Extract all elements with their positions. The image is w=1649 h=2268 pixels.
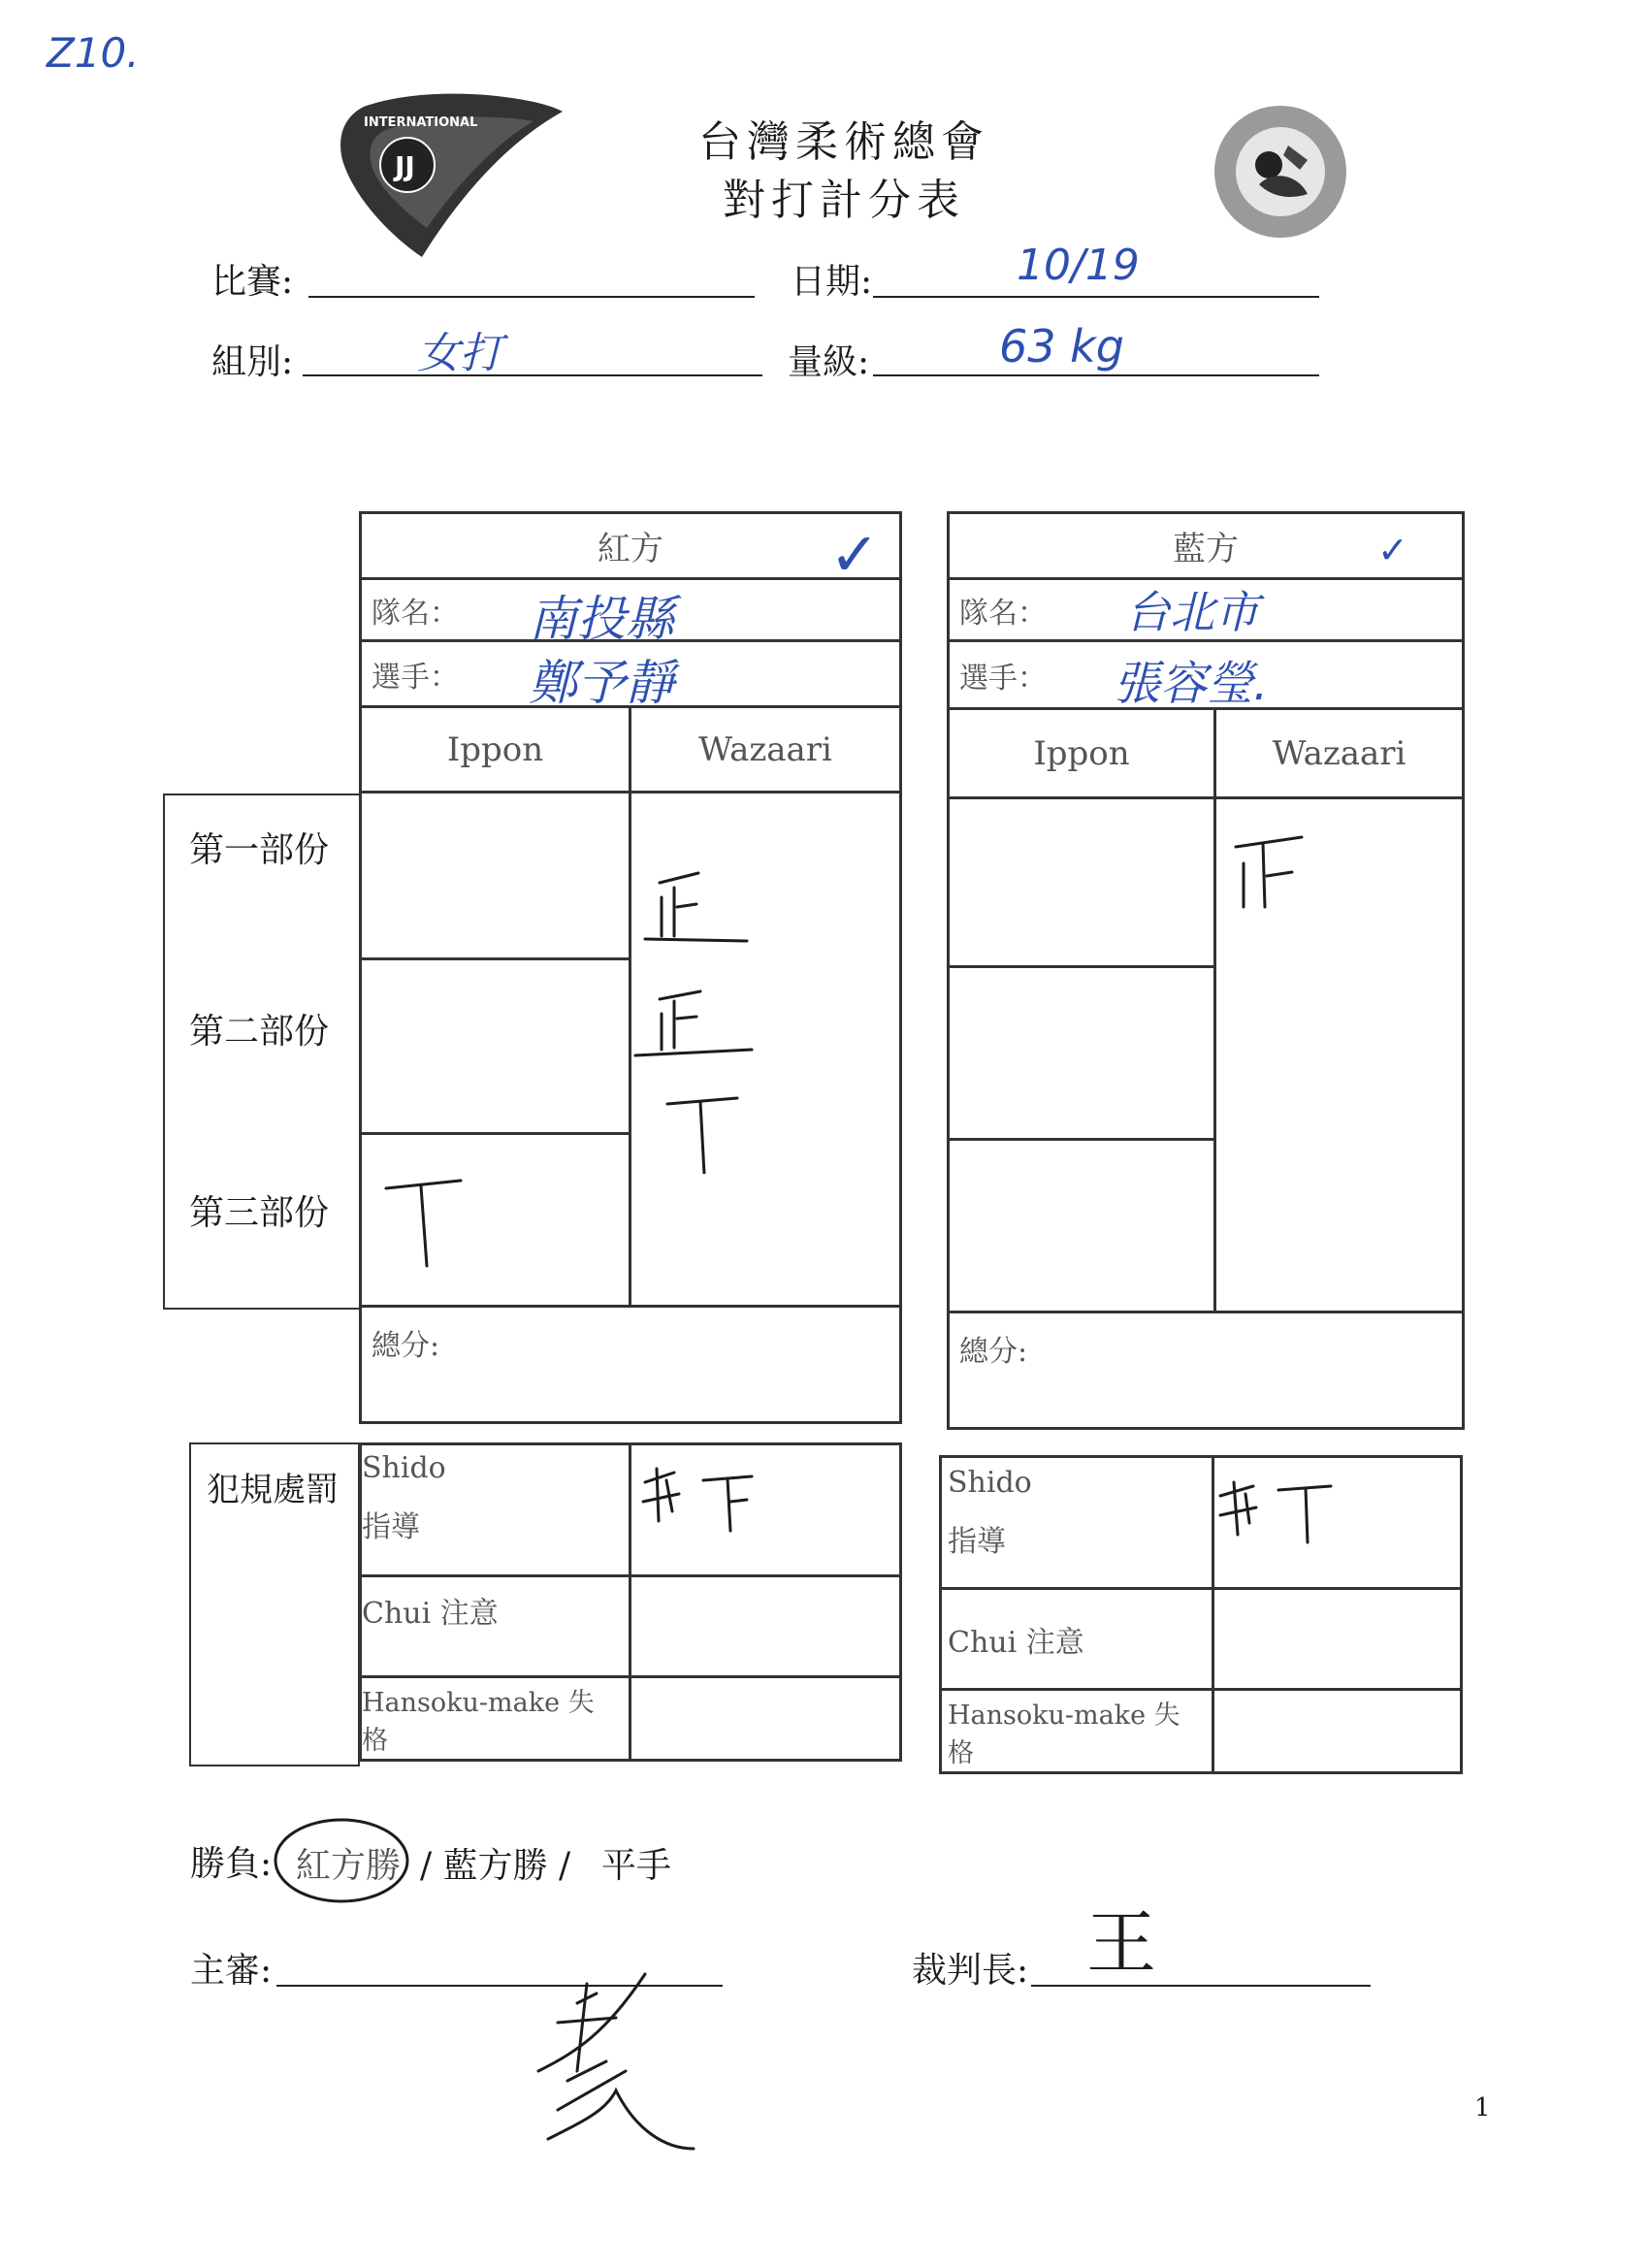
red-total-label: 總分: (372, 1329, 440, 1363)
red-ippon-header (361, 707, 630, 793)
blue-chui-value-cell (1213, 1589, 1462, 1690)
red-player-label: 選手： (372, 660, 459, 695)
ijjf-logo (325, 92, 567, 266)
red-wazaari-header (630, 707, 901, 793)
blue-wazaari-tally (1224, 829, 1321, 917)
page-number: 1 (1474, 2093, 1491, 2122)
blue-ippon-s3 (949, 1140, 1215, 1312)
result-draw: 平手 (601, 1846, 672, 1886)
red-hansoku-value-cell (630, 1677, 901, 1761)
blue-shido-tally (1212, 1474, 1348, 1552)
red-penalty-table (359, 1442, 902, 1762)
blue-player-value: 張容瑩. (1114, 657, 1269, 711)
blue-shido-label-zh: 指導 (948, 1525, 1006, 1559)
weight-label: 量級: (788, 342, 870, 382)
blue-ippon-label: Ippon (1033, 733, 1130, 773)
blue-chui-cell (941, 1589, 1213, 1690)
referee-signature (519, 1964, 703, 2158)
blue-hansoku-cell (941, 1690, 1213, 1773)
red-hansoku-label: Hansoku-make 失 格 (362, 1687, 595, 1756)
weight-line (873, 374, 1319, 376)
blue-team-label: 隊名： (959, 596, 1047, 631)
blue-heading: 藍方 (1173, 530, 1239, 568)
section-3-label: 第三部份 (189, 1193, 330, 1233)
red-shido-tally (635, 1463, 771, 1540)
referee-label: 主審: (190, 1951, 273, 1991)
blue-penalty-table (939, 1455, 1463, 1774)
blue-ippon-s2 (949, 967, 1215, 1140)
red-wazaari-tally (630, 844, 766, 1174)
date-label: 日期: (791, 262, 873, 302)
chief-judge-line (1031, 1985, 1371, 1987)
blue-ippon-s1 (949, 798, 1215, 967)
tjjf-seal-graphic (1211, 102, 1351, 243)
ijjf-logo-graphic (325, 92, 567, 262)
blue-wazaari-header (1215, 709, 1464, 798)
chief-judge-value: 王 (1086, 1902, 1157, 1984)
red-hansoku-cell (361, 1677, 630, 1761)
red-chui-cell (361, 1576, 630, 1677)
red-heading-cell (361, 513, 901, 579)
corner-note: Z10. (47, 29, 140, 77)
weight-value: 63 kg (999, 320, 1124, 373)
red-team-value: 南投縣 (529, 591, 674, 647)
red-ippon-s2 (361, 959, 630, 1134)
match-line (308, 296, 755, 298)
blue-shido-cell (941, 1457, 1213, 1589)
red-shido-cell (361, 1444, 630, 1576)
blue-total-label: 總分: (959, 1335, 1028, 1369)
result-red-win: 紅方勝 (296, 1846, 402, 1886)
blue-player-label: 選手： (959, 661, 1047, 696)
red-total-cell (361, 1307, 901, 1423)
red-team-label: 隊名： (372, 596, 459, 631)
svg-text:INTERNATIONAL: INTERNATIONAL (364, 115, 478, 130)
blue-shido-label: Shido (948, 1466, 1032, 1500)
svg-text:JJ: JJ (395, 150, 415, 182)
tjjf-seal (1211, 102, 1351, 246)
title-line2: 對打計分表 (723, 176, 965, 225)
result-label: 勝負: (190, 1844, 273, 1884)
date-value: 10/19 (1017, 241, 1140, 290)
red-heading: 紅方 (598, 530, 663, 568)
blue-ippon-header (949, 709, 1215, 798)
date-line (873, 296, 1319, 298)
red-chui-value-cell (630, 1576, 901, 1677)
blue-wazaari-label: Wazaari (1272, 733, 1406, 773)
blue-team-value: 台北市 (1125, 586, 1259, 638)
red-chui-label: Chui 注意 (362, 1597, 499, 1631)
red-wazaari-label: Wazaari (698, 729, 832, 769)
group-line (303, 374, 762, 376)
result-circle-mark (272, 1812, 417, 1909)
section-2-label: 第二部份 (189, 1012, 330, 1052)
red-ippon-s1 (361, 793, 630, 959)
red-shido-label: Shido (362, 1451, 446, 1485)
red-ippon-label: Ippon (446, 729, 544, 769)
penalty-label: 犯規處罰 (207, 1471, 339, 1509)
chief-judge-label: 裁判長: (912, 1951, 1029, 1991)
red-player-value: 鄭予靜 (529, 655, 674, 711)
red-shido-label-zh: 指導 (362, 1510, 420, 1544)
blue-hansoku-label: Hansoku-make 失 格 (948, 1700, 1180, 1768)
blue-chui-label: Chui 注意 (948, 1625, 1084, 1660)
match-label: 比賽: (211, 262, 294, 302)
title-line1: 台灣柔術總會 (698, 117, 989, 167)
blue-total-cell (949, 1312, 1464, 1429)
red-check: ✓ (829, 519, 880, 590)
group-label: 組別: (211, 342, 294, 382)
red-ippon-tally (378, 1169, 495, 1276)
blue-hansoku-value-cell (1213, 1690, 1462, 1773)
blue-check: ✓ (1377, 529, 1408, 571)
section-1-label: 第一部份 (189, 830, 330, 870)
result-blue-win: / 藍方勝 / (420, 1846, 571, 1886)
group-value: 女打 (417, 329, 502, 378)
